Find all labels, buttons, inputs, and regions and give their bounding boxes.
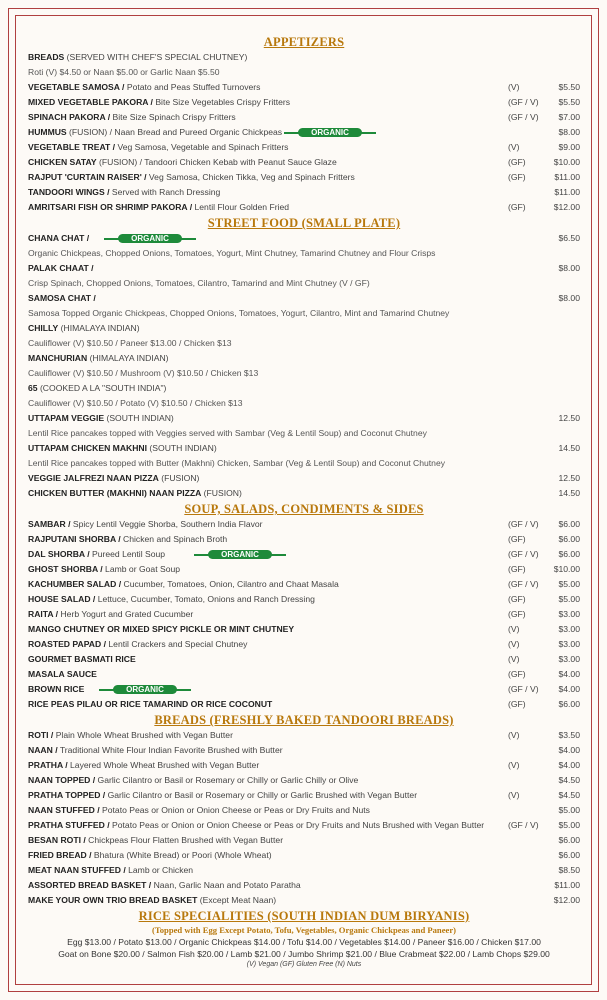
menu-item: [28, 667, 580, 682]
menu-item: [28, 50, 580, 65]
menu-item: [28, 818, 580, 833]
menu-item-name: CHILLY: [28, 323, 59, 333]
diet-tag: (GF): [508, 699, 526, 709]
menu-item-detail: Lentil Rice pancakes topped with Veggies served with Sambar (Veg & Lentil Soup) and Coconut Chutney: [28, 428, 427, 438]
menu-item: [28, 200, 580, 215]
menu-item-price: $4.00: [558, 745, 580, 755]
menu-item: [28, 471, 580, 486]
menu-item: [28, 441, 580, 456]
menu-item-detail: Lentil Rice pancakes topped with Butter (Makhni) Chicken, Sambar (Veg & Lentil Soup) and Coconut Chutney: [28, 458, 446, 468]
menu-item-name: NAAN STUFFED /: [28, 805, 100, 815]
menu-item-description: (SERVED WITH CHEF'S SPECIAL CHUTNEY): [64, 52, 248, 62]
menu-item-price: $4.00: [558, 760, 580, 770]
menu-item: [28, 592, 580, 607]
menu-item-description: (FUSION): [158, 473, 200, 483]
menu-item-price: $4.00: [558, 684, 580, 694]
menu-item-name: HUMMUS: [28, 127, 67, 137]
menu-item: [28, 170, 580, 185]
menu-item-price: $5.50: [558, 97, 580, 107]
menu-item-description: (HIMALAYA INDIAN): [58, 323, 140, 333]
diet-tag: (GF / V): [508, 519, 539, 529]
menu-item: [28, 562, 580, 577]
menu-item-name: BROWN RICE: [28, 684, 85, 694]
menu-item-detail: Roti (V) $4.50 or Naan $5.00 or Garlic Naan $5.50: [28, 67, 220, 77]
menu-item-name: RAJPUT 'CURTAIN RAISER' /: [28, 172, 147, 182]
menu-item: [28, 697, 580, 712]
menu-item-description: Bhatura (White Bread) or Poori (Whole Wheat): [91, 850, 272, 860]
menu-item: [28, 351, 580, 366]
menu-item: [28, 622, 580, 637]
menu-item-detail: Organic Chickpeas, Chopped Onions, Tomatoes, Yogurt, Mint Chutney, Tamarind Chutney and Flour Crisps: [28, 248, 436, 258]
rice-price-line-1: Egg $13.00 / Potato $13.00 / Organic Chickpeas $14.00 / Tofu $14.00 / Vegetables $14.00 / Paneer $16.00 / Chicken $17.00: [67, 937, 541, 947]
section-title-appetizers: APPETIZERS: [263, 35, 345, 49]
menu-item: [28, 291, 580, 306]
section-soup: [28, 517, 580, 712]
menu-item-name: ASSORTED BREAD BASKET /: [28, 880, 152, 890]
menu-item-name: CHICKEN BUTTER (MAKHNI) NAAN PIZZA: [28, 488, 202, 498]
menu-item-price: $3.00: [558, 654, 580, 664]
menu-item: [28, 682, 580, 697]
menu-item-name: GHOST SHORBA /: [28, 564, 103, 574]
menu-item: [28, 743, 580, 758]
menu-item-price: $12.00: [553, 202, 580, 212]
menu-item-description: Served with Ranch Dressing: [109, 187, 221, 197]
menu-item-name: PRATHA STUFFED /: [28, 820, 110, 830]
section-breads: [28, 728, 580, 908]
menu-item-price: $9.00: [558, 142, 580, 152]
menu-item-price: $5.00: [558, 594, 580, 604]
menu-item-name: NAAN TOPPED /: [28, 775, 96, 785]
menu-item-price: $10.00: [553, 564, 580, 574]
organic-badge: ORGANIC: [113, 685, 177, 694]
diet-tag: (GF): [508, 609, 526, 619]
menu-item-name: TANDOORI WINGS /: [28, 187, 110, 197]
menu-item: [28, 110, 580, 125]
menu-item-price: 12.50: [558, 413, 580, 423]
menu-item-price: $11.00: [554, 172, 580, 182]
menu-item-price: $8.00: [558, 263, 580, 273]
diet-tag: (GF / V): [508, 97, 539, 107]
menu-item-price: $6.00: [558, 549, 580, 559]
menu-item-name: GOURMET BASMATI RICE: [28, 654, 136, 664]
menu-item-name: MIXED VEGETABLE PAKORA /: [28, 97, 153, 107]
menu-item-name: SPINACH PAKORA /: [28, 112, 111, 122]
menu-page: [28, 34, 580, 970]
section-appetizers: [28, 50, 580, 215]
menu-item-description: Lettuce, Cucumber, Tomato, Onions and Ranch Dressing: [95, 594, 315, 604]
menu-item: [28, 532, 580, 547]
menu-item: [28, 788, 580, 803]
menu-item-description: Veg Samosa, Vegetable and Spinach Fritters: [115, 142, 289, 152]
diet-tag: (V): [508, 730, 520, 740]
menu-item-price: $11.00: [554, 880, 580, 890]
diet-tag: (GF): [508, 534, 526, 544]
menu-item-name: DAL SHORBA /: [28, 549, 90, 559]
menu-item-name: FRIED BREAD /: [28, 850, 92, 860]
menu-item-price: $8.00: [558, 127, 580, 137]
menu-item-description: Bite Size Spinach Crispy Fritters: [110, 112, 236, 122]
diet-tag: (GF): [508, 172, 526, 182]
menu-item-name: MANGO CHUTNEY OR MIXED SPICY PICKLE OR MINT CHUTNEY: [28, 624, 295, 634]
menu-item-name: KACHUMBER SALAD /: [28, 579, 122, 589]
diet-tag: (V): [508, 82, 520, 92]
menu-item-price: $3.00: [558, 609, 580, 619]
menu-item-name: BREADS: [28, 52, 65, 62]
menu-item-description: Veg Samosa, Chicken Tikka, Veg and Spinach Fritters: [146, 172, 355, 182]
menu-item-name: BESAN ROTI /: [28, 835, 86, 845]
organic-badge: ORGANIC: [118, 234, 182, 243]
menu-item-detail: Cauliflower (V) $10.50 / Mushroom (V) $10.50 / Chicken $13: [28, 368, 259, 378]
diet-tag: (GF / V): [508, 820, 539, 830]
menu-item-price: $12.00: [553, 895, 580, 905]
menu-item-price: $6.50: [558, 233, 580, 243]
menu-item-name: SAMOSA CHAT /: [28, 293, 96, 303]
organic-badge: ORGANIC: [298, 128, 362, 137]
menu-item-description: Naan, Garlic Naan and Potato Paratha: [151, 880, 301, 890]
menu-item-price: $8.50: [558, 865, 580, 875]
menu-item-price: $5.00: [558, 579, 580, 589]
menu-item-description: Lamb or Chicken: [125, 865, 194, 875]
menu-item-description: Garlic Cilantro or Basil or Rosemary or Chilly or Garlic Chilly or Olive: [95, 775, 359, 785]
menu-item: [28, 185, 580, 200]
menu-item-price: $3.50: [558, 730, 580, 740]
menu-item: [28, 381, 580, 396]
menu-item: [28, 728, 580, 743]
menu-item-description: Plain Whole Wheat Brushed with Vegan Butter: [53, 730, 233, 740]
rice-subtitle: (Topped with Egg Except Potato, Tofu, Vegetables, Organic Chickpeas and Paneer): [151, 925, 457, 935]
diet-tag: (GF / V): [508, 549, 539, 559]
menu-item: [28, 231, 580, 246]
menu-item: [28, 547, 580, 562]
menu-item-description: Spicy Lentil Veggie Shorba, Southern India Flavor: [70, 519, 263, 529]
section-title-soup: SOUP, SALADS, CONDIMENTS & SIDES: [184, 502, 424, 516]
menu-item: [28, 878, 580, 893]
menu-item-detail: Samosa Topped Organic Chickpeas, Chopped Onions, Tomatoes, Yogurt, Cilantro, Mint and Tamarind Chutney: [28, 308, 450, 318]
menu-item-price: $4.00: [558, 669, 580, 679]
menu-item: [28, 125, 580, 140]
diet-tag: (GF): [508, 157, 526, 167]
diet-tag: (V): [508, 624, 520, 634]
menu-item-price: $4.50: [558, 790, 580, 800]
menu-item: [28, 140, 580, 155]
menu-item-description: Lamb or Goat Soup: [102, 564, 181, 574]
menu-item-name: MANCHURIAN: [28, 353, 88, 363]
diet-tag: (GF): [508, 564, 526, 574]
menu-item-description: (SOUTH INDIAN): [147, 443, 217, 453]
menu-item-description: Garlic Cilantro or Basil or Rosemary or Chilly or Garlic Brushed with Vegan Butter: [105, 790, 418, 800]
menu-item-description: Herb Yogurt and Grated Cucumber: [58, 609, 194, 619]
menu-item-description: Potato and Peas Stuffed Turnovers: [124, 82, 261, 92]
menu-item-name: VEGETABLE TREAT /: [28, 142, 116, 152]
menu-item-price: $6.00: [558, 534, 580, 544]
menu-item: [28, 607, 580, 622]
menu-item-description: Chicken and Spinach Broth: [120, 534, 228, 544]
menu-item-name: PALAK CHAAT /: [28, 263, 94, 273]
menu-item-name: UTTAPAM VEGGIE: [28, 413, 105, 423]
menu-item: [28, 321, 580, 336]
menu-item: [28, 652, 580, 667]
diet-tag: (GF): [508, 594, 526, 604]
menu-item-price: $4.50: [558, 775, 580, 785]
menu-item: [28, 773, 580, 788]
menu-item: [28, 833, 580, 848]
menu-item-description: (FUSION): [201, 488, 242, 498]
menu-item-name: MASALA SAUCE: [28, 669, 97, 679]
diet-tag: (V): [508, 654, 520, 664]
menu-item-price: 14.50: [558, 488, 580, 498]
section-title-breads: BREADS (FRESHLY BAKED TANDOORI BREADS): [154, 713, 454, 727]
rice-price-line-2: Goat on Bone $20.00 / Salmon Fish $20.00 / Lamb $21.00 / Jumbo Shrimp $21.00 / Blue Crabmeat $22.00 / Lamb Chops $29.00: [58, 949, 550, 959]
menu-item: [28, 486, 580, 501]
menu-item-price: 12.50: [558, 473, 580, 483]
menu-item-description: (HIMALAYA INDIAN): [87, 353, 169, 363]
menu-item: [28, 155, 580, 170]
menu-item-name: ROASTED PAPAD /: [28, 639, 106, 649]
menu-item-name: RAITA /: [28, 609, 59, 619]
section-title-rice: RICE SPECIALITIES (SOUTH INDIAN DUM BIRYANIS): [138, 909, 470, 923]
menu-item: [28, 848, 580, 863]
diet-tag: (GF / V): [508, 684, 539, 694]
menu-item-name: AMRITSARI FISH OR SHRIMP PAKORA /: [28, 202, 193, 212]
menu-item-price: $5.00: [558, 820, 580, 830]
menu-item-name: MEAT NAAN STUFFED /: [28, 865, 126, 875]
diet-tag: (GF): [508, 669, 526, 679]
menu-item-name: CHICKEN SATAY: [28, 157, 97, 167]
menu-item-description: Lentil Flour Golden Fried: [192, 202, 290, 212]
menu-item: [28, 95, 580, 110]
menu-item-description: (SOUTH INDIAN): [104, 413, 174, 423]
menu-item-description: Lentil Crackers and Special Chutney: [106, 639, 248, 649]
menu-item: [28, 803, 580, 818]
menu-item-price: $6.00: [558, 835, 580, 845]
menu-item-name: HOUSE SALAD /: [28, 594, 96, 604]
menu-item: [28, 261, 580, 276]
menu-item: [28, 411, 580, 426]
menu-item-description: Potato Peas or Onion or Onion Cheese or Peas or Dry Fruits and Nuts: [99, 805, 370, 815]
diet-legend: (V) Vegan (GF) Gluten Free (N) Nuts: [246, 961, 362, 968]
menu-item-description: (COOKED A LA "SOUTH INDIA"): [37, 383, 167, 393]
menu-item-price: $5.00: [558, 805, 580, 815]
diet-tag: (GF): [508, 202, 526, 212]
section-title-street-food: STREET FOOD (SMALL PLATE): [207, 216, 401, 230]
menu-item-name: VEGGIE JALFREZI NAAN PIZZA: [28, 473, 159, 483]
menu-item-price: $6.00: [558, 519, 580, 529]
menu-item-description: (FUSION) / Tandoori Chicken Kebab with Peanut Sauce Glaze: [96, 157, 337, 167]
menu-item-price: $6.00: [558, 850, 580, 860]
menu-item: [28, 893, 580, 908]
menu-item-price: $3.00: [558, 639, 580, 649]
menu-item: [28, 577, 580, 592]
menu-item-price: $5.50: [558, 82, 580, 92]
menu-item-name: ROTI /: [28, 730, 54, 740]
menu-item: [28, 637, 580, 652]
menu-item-name: PRATHA TOPPED /: [28, 790, 106, 800]
menu-item-description: (FUSION) / Naan Bread and Pureed Organic Chickpeas: [66, 127, 283, 137]
menu-item-name: CHANA CHAT /: [28, 233, 90, 243]
menu-item-detail: Crisp Spinach, Chopped Onions, Tomatoes, Cilantro, Tamarind and Mint Chutney (V / GF): [28, 278, 370, 288]
diet-tag: (V): [508, 142, 520, 152]
menu-item-description: Cucumber, Tomatoes, Onion, Cilantro and Chaat Masala: [121, 579, 339, 589]
menu-item-name: UTTAPAM CHICKEN MAKHNI: [28, 443, 148, 453]
menu-item-name: RICE PEAS PILAU OR RICE TAMARIND OR RICE COCONUT: [28, 699, 273, 709]
menu-item-description: Chickpeas Flour Flatten Brushed with Vegan Butter: [85, 835, 284, 845]
menu-item: [28, 80, 580, 95]
menu-item-price: 14.50: [558, 443, 580, 453]
menu-item: [28, 863, 580, 878]
diet-tag: (V): [508, 639, 520, 649]
menu-item-name: PRATHA /: [28, 760, 68, 770]
menu-item-name: RAJPUTANI SHORBA /: [28, 534, 121, 544]
menu-item-price: $3.00: [558, 624, 580, 634]
menu-item-description: Layered Whole Wheat Brushed with Vegan Butter: [67, 760, 260, 770]
menu-item-price: $7.00: [558, 112, 580, 122]
organic-badge: ORGANIC: [208, 550, 272, 559]
menu-item: [28, 517, 580, 532]
menu-item-name: SAMBAR /: [28, 519, 71, 529]
menu-item-name: 65: [28, 383, 38, 393]
menu-item-description: Potato Peas or Onion or Onion Cheese or Peas or Dry Fruits and Nuts Brushed with Vegan Butter: [109, 820, 485, 830]
menu-item: [28, 758, 580, 773]
menu-item-price: $8.00: [558, 293, 580, 303]
menu-item-description: Pureed Lentil Soup: [89, 549, 166, 559]
section-street-food: [28, 231, 580, 501]
menu-item-name: NAAN /: [28, 745, 58, 755]
menu-item-description: Bite Size Vegetables Crispy Fritters: [152, 97, 291, 107]
menu-item-price: $10.00: [553, 157, 580, 167]
menu-item-description: (Except Meat Naan): [197, 895, 277, 905]
menu-item-detail: Cauliflower (V) $10.50 / Potato (V) $10.50 / Chicken $13: [28, 398, 243, 408]
menu-item-detail: Cauliflower (V) $10.50 / Paneer $13.00 / Chicken $13: [28, 338, 232, 348]
menu-item-price: $6.00: [558, 699, 580, 709]
diet-tag: (GF / V): [508, 579, 539, 589]
diet-tag: (GF / V): [508, 112, 539, 122]
diet-tag: (V): [508, 760, 520, 770]
diet-tag: (V): [508, 790, 520, 800]
menu-item-description: Traditional White Flour Indian Favorite Brushed with Butter: [57, 745, 283, 755]
menu-item-name: MAKE YOUR OWN TRIO BREAD BASKET: [28, 895, 198, 905]
menu-item-name: VEGETABLE SAMOSA /: [28, 82, 125, 92]
menu-item-price: $11.00: [554, 187, 580, 197]
